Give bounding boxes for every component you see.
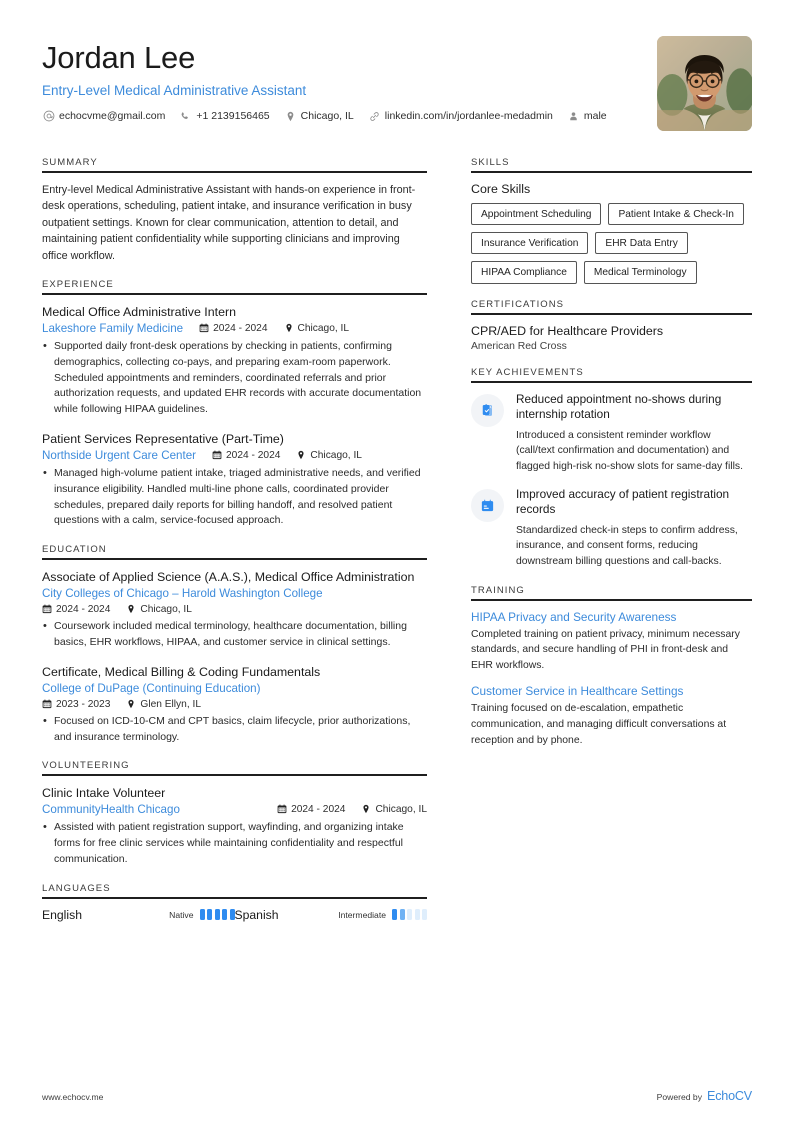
language-name: Spanish bbox=[234, 907, 279, 922]
bullet-item: • Coursework included medical terminology, healthcare documentation, billing basics, EHR workflows, HIPAA, and customer service in clinical settings. bbox=[42, 619, 427, 651]
training-description: Completed training on patient privacy, minimum necessary standards, and secure handling of PHI in front-desk and EHR workflows. bbox=[471, 628, 740, 671]
profile-photo bbox=[657, 36, 752, 131]
skill-chip-list bbox=[471, 203, 752, 284]
proficiency-bar bbox=[422, 909, 427, 920]
proficiency-bar bbox=[407, 909, 412, 920]
powered-by-label: Powered by bbox=[656, 1092, 702, 1102]
divider bbox=[471, 381, 752, 383]
language-row bbox=[42, 908, 427, 922]
bullet-item: • Assisted with patient registration support, wayfinding, and organizing intake forms for free clinic services while maintaining confidentiality and respectful communication. bbox=[42, 820, 427, 867]
achievement-title: Improved accuracy of patient registration records bbox=[516, 486, 730, 517]
training-item bbox=[471, 684, 752, 748]
proficiency-bars bbox=[200, 909, 235, 920]
section-title-achievements: KEY ACHIEVEMENTS bbox=[471, 366, 584, 378]
section-title-skills: SKILLS bbox=[471, 157, 510, 168]
language-item bbox=[42, 908, 235, 922]
contact-linkedin[interactable] bbox=[368, 110, 553, 123]
achievement-item bbox=[471, 392, 752, 475]
job-title: Patient Services Representative (Part-Time) bbox=[42, 431, 284, 446]
achievement-body bbox=[516, 392, 752, 475]
skill-chip: Medical Terminology bbox=[584, 261, 697, 283]
contact-phone[interactable] bbox=[179, 110, 269, 123]
achievement-body bbox=[516, 487, 752, 570]
proficiency-bar bbox=[415, 909, 420, 920]
calendar-icon bbox=[42, 699, 52, 710]
language-item bbox=[235, 908, 428, 922]
date-range bbox=[277, 804, 345, 815]
bullet-list bbox=[42, 820, 427, 867]
header-text-block bbox=[42, 36, 618, 123]
divider bbox=[42, 558, 427, 560]
proficiency-bar bbox=[215, 909, 220, 920]
phone-icon bbox=[179, 110, 192, 123]
calendar-icon bbox=[199, 323, 209, 334]
section-title-languages: LANGUAGES bbox=[42, 882, 111, 894]
experience-entry bbox=[42, 304, 427, 418]
school-name[interactable]: City Colleges of Chicago – Harold Washington College bbox=[42, 587, 323, 601]
training-item bbox=[471, 610, 752, 674]
page-footer bbox=[42, 1089, 752, 1103]
proficiency-bar bbox=[222, 909, 227, 920]
achievement-description: Introduced a consistent reminder workflow (call/text confirmation and documentation) and flagged high-risk no-show slots for same-day fills. bbox=[516, 429, 743, 472]
page-title: Jordan Lee bbox=[42, 40, 196, 75]
degree-title: Associate of Applied Science (A.A.S.), Medical Office Administration bbox=[42, 570, 415, 585]
certification-item bbox=[471, 324, 752, 352]
section-experience bbox=[42, 279, 427, 529]
training-title[interactable]: HIPAA Privacy and Security Awareness bbox=[471, 609, 677, 624]
language-level: Native bbox=[169, 909, 194, 920]
language-name: English bbox=[42, 907, 82, 922]
job-location bbox=[296, 450, 362, 461]
entry-meta bbox=[42, 322, 427, 335]
date-range bbox=[212, 450, 280, 461]
divider bbox=[471, 599, 752, 601]
section-title-volunteering: VOLUNTEERING bbox=[42, 760, 130, 772]
proficiency-bar bbox=[392, 909, 397, 920]
skills-group-label: Core Skills bbox=[471, 182, 531, 196]
date-range-text: 2023 - 2023 bbox=[56, 698, 111, 710]
job-location bbox=[284, 323, 350, 334]
contact-gender-text: male bbox=[583, 110, 607, 123]
skill-chip: Appointment Scheduling bbox=[471, 203, 601, 225]
school-name[interactable]: College of DuPage (Continuing Education) bbox=[42, 681, 261, 695]
location-icon bbox=[126, 699, 136, 710]
divider bbox=[471, 313, 752, 315]
section-title-training: TRAINING bbox=[471, 584, 525, 596]
section-title-experience: EXPERIENCE bbox=[42, 279, 114, 291]
achievement-item bbox=[471, 487, 752, 570]
job-location-text: Chicago, IL bbox=[297, 323, 350, 335]
date-range-text: 2024 - 2024 bbox=[56, 604, 111, 616]
left-column bbox=[42, 157, 427, 937]
experience-entry bbox=[42, 431, 427, 529]
proficiency-bar bbox=[200, 909, 205, 920]
education-entry bbox=[42, 569, 427, 651]
section-languages bbox=[42, 883, 427, 922]
footer-site-url[interactable]: www.echocv.me bbox=[42, 1092, 104, 1102]
job-location-text: Chicago, IL bbox=[310, 450, 362, 462]
training-description: Training focused on de-escalation, empathetic communication, and managing difficult conversations at reception and by phone. bbox=[471, 703, 727, 746]
school-location-text: Glen Ellyn, IL bbox=[140, 698, 201, 710]
clipboard-check-icon bbox=[471, 394, 504, 427]
date-range-text: 2024 - 2024 bbox=[226, 450, 281, 462]
section-summary bbox=[42, 157, 427, 264]
section-achievements bbox=[471, 367, 752, 570]
location-icon bbox=[296, 450, 306, 461]
volunteer-role: Clinic Intake Volunteer bbox=[42, 786, 166, 801]
email-icon bbox=[42, 110, 55, 123]
divider bbox=[471, 171, 752, 173]
proficiency-bar bbox=[400, 909, 405, 920]
contact-email[interactable] bbox=[42, 110, 165, 123]
volunteer-location-text: Chicago, IL bbox=[375, 804, 427, 816]
entry-meta bbox=[42, 587, 427, 600]
proficiency-bar bbox=[207, 909, 212, 920]
certification-name: CPR/AED for Healthcare Providers bbox=[471, 323, 664, 338]
resume-body bbox=[42, 157, 752, 937]
skill-chip: HIPAA Compliance bbox=[471, 261, 577, 283]
bullet-list bbox=[42, 466, 427, 529]
organization-name[interactable]: CommunityHealth Chicago bbox=[42, 803, 180, 817]
contact-email-text: echocvme@gmail.com bbox=[59, 110, 166, 123]
language-level: Intermediate bbox=[338, 909, 386, 920]
section-volunteering bbox=[42, 760, 427, 867]
calendar-icon bbox=[42, 604, 52, 615]
date-range bbox=[42, 604, 110, 615]
school-location bbox=[126, 699, 201, 710]
contact-linkedin-text: linkedin.com/in/jordanlee-medadmin bbox=[384, 110, 553, 123]
location-icon bbox=[284, 110, 297, 123]
section-certifications bbox=[471, 299, 752, 352]
degree-title: Certificate, Medical Billing & Coding Fundamentals bbox=[42, 664, 321, 679]
section-training bbox=[471, 585, 752, 749]
skill-chip: Patient Intake & Check-In bbox=[608, 203, 744, 225]
achievement-title: Reduced appointment no-shows during internship rotation bbox=[516, 391, 722, 422]
entry-meta bbox=[42, 803, 427, 816]
section-title-certifications: CERTIFICATIONS bbox=[471, 298, 564, 310]
location-icon bbox=[284, 323, 294, 334]
contact-location-text: Chicago, IL bbox=[300, 110, 354, 123]
bullet-list bbox=[42, 619, 427, 651]
divider bbox=[42, 897, 427, 899]
bullet-list bbox=[42, 714, 427, 746]
entry-meta bbox=[42, 449, 427, 462]
job-title: Medical Office Administrative Intern bbox=[42, 305, 236, 320]
achievement-description: Standardized check-in steps to confirm address, insurance, and consent forms, reducing downstream billing questions and call-backs. bbox=[516, 524, 738, 567]
brand-name: EchoCV bbox=[707, 1089, 752, 1103]
person-icon bbox=[567, 110, 580, 123]
avatar bbox=[657, 36, 752, 131]
bullet-item: • Focused on ICD-10-CM and CPT basics, claim lifecycle, prior authorizations, and insurance terminology. bbox=[42, 714, 427, 746]
school-location bbox=[126, 604, 192, 615]
summary-text: Entry-level Medical Administrative Assistant with hands-on experience in front-desk operations, scheduling, patient intake, and insurance verification in busy outpatient settings. Known for clear communication, attention to detail, and maintaining patient confidentiality while supporting clinicians and improving office workflow. bbox=[42, 184, 416, 262]
link-icon bbox=[368, 110, 381, 123]
school-location-text: Chicago, IL bbox=[140, 604, 192, 616]
right-column bbox=[471, 157, 752, 763]
entry-meta bbox=[42, 682, 427, 695]
location-icon bbox=[361, 804, 371, 815]
date-range bbox=[199, 323, 267, 334]
resume-header bbox=[42, 36, 752, 131]
company-name[interactable]: Lakeshore Family Medicine bbox=[42, 322, 184, 336]
skill-chip: Insurance Verification bbox=[471, 232, 588, 254]
section-education bbox=[42, 544, 427, 745]
divider bbox=[42, 774, 427, 776]
date-range-text: 2024 - 2024 bbox=[213, 323, 268, 335]
contact-row bbox=[42, 110, 618, 123]
entry-meta bbox=[42, 699, 427, 710]
section-title-summary: SUMMARY bbox=[42, 157, 98, 168]
calendar-icon bbox=[471, 489, 504, 522]
certification-issuer: American Red Cross bbox=[471, 340, 567, 352]
calendar-icon bbox=[212, 450, 222, 461]
section-skills bbox=[471, 157, 752, 284]
divider bbox=[42, 171, 427, 173]
divider bbox=[42, 293, 427, 295]
company-name[interactable]: Northside Urgent Care Center bbox=[42, 449, 197, 463]
section-title-education: EDUCATION bbox=[42, 544, 107, 556]
volunteering-entry bbox=[42, 785, 427, 867]
bullet-item: • Managed high-volume patient intake, triaged administrative needs, and verified insurance eligibility. Handled multi-line phone calls, coordinated provider schedules, prepared daily reports for billing handoff, and resolved patient questions with a calm, service-focused approach. bbox=[42, 466, 427, 529]
contact-gender bbox=[567, 110, 607, 123]
entry-meta bbox=[42, 604, 427, 615]
training-title[interactable]: Customer Service in Healthcare Settings bbox=[471, 684, 684, 699]
volunteer-location bbox=[361, 804, 427, 815]
skill-chip: EHR Data Entry bbox=[595, 232, 687, 254]
professional-headline: Entry-Level Medical Administrative Assistant bbox=[42, 82, 307, 98]
bullet-list bbox=[42, 339, 427, 418]
calendar-icon bbox=[277, 804, 287, 815]
date-range-text: 2024 - 2024 bbox=[291, 804, 346, 816]
footer-branding bbox=[657, 1089, 752, 1103]
date-range bbox=[42, 699, 110, 710]
location-icon bbox=[126, 604, 136, 615]
contact-phone-text: +1 2139156465 bbox=[196, 110, 270, 123]
contact-location bbox=[284, 110, 354, 123]
bullet-item: • Supported daily front-desk operations by checking in patients, confirming demographics, collecting co-pays, and preparing exam-room paperwork. Scheduled appointments and reminders, coordinated referrals and prior authorization requests, and updated EHR records with accurate documentation while following HIPAA guidelines. bbox=[42, 339, 427, 418]
proficiency-bars bbox=[392, 909, 427, 920]
education-entry bbox=[42, 664, 427, 746]
